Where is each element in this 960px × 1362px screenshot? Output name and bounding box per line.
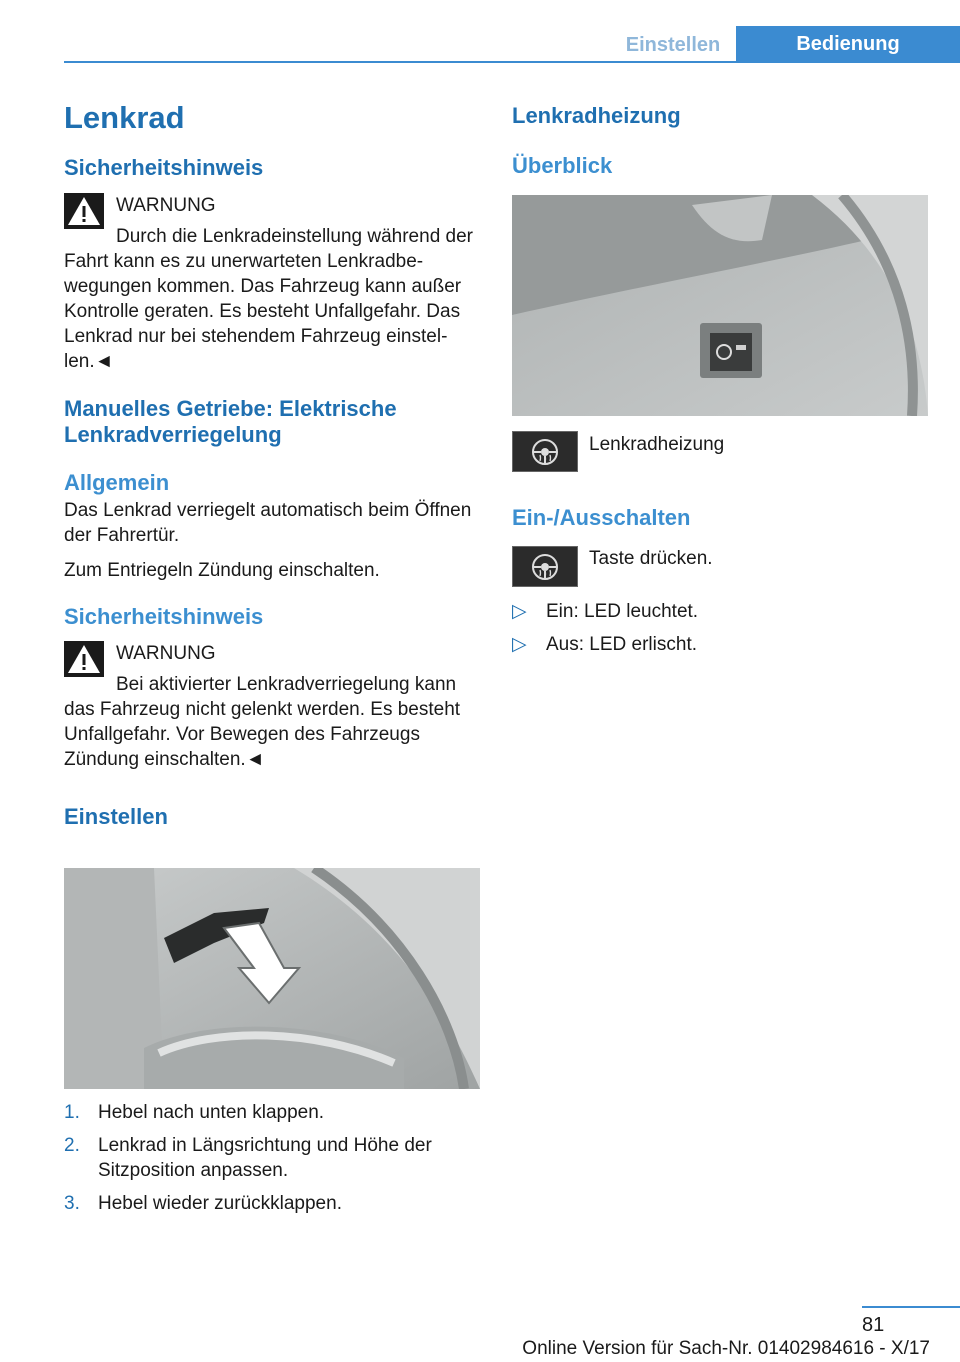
- step-number: 2.: [64, 1135, 80, 1156]
- warning-label-1: WARNUNG: [116, 195, 216, 216]
- heading-overview: Überblick: [512, 153, 613, 178]
- step-number: 1.: [64, 1102, 80, 1123]
- warning-label-2: WARNUNG: [116, 643, 216, 664]
- onoff-section: [512, 505, 930, 657]
- step-number: 3.: [64, 1193, 80, 1214]
- list-item: [64, 1191, 482, 1216]
- general-text-2: Zum Entriegeln Zündung einschalten.: [64, 560, 380, 581]
- bullet-marker: ▷: [512, 634, 527, 655]
- step-text: Hebel wieder zurückklappen.: [98, 1193, 342, 1214]
- heading-safety-2: Sicherheitshinweis: [64, 604, 264, 629]
- heading-safety-1: Sicherheitshinweis: [64, 155, 264, 180]
- warning-text-1: Durch die Lenkradeinstellung während der Fahrt kann es zu unerwarteten Lenkradbewegungen kommen. Das Fahrzeug kann außer Kontrolle geraten. Es besteht Unfallgefahr. Das Lenkrad nur bei stehendem Fahrzeug einstellen.◄: [64, 226, 474, 372]
- overview-icon-row: [512, 431, 930, 472]
- bullet-text: Ein: LED leuchtet.: [546, 601, 699, 622]
- list-item: [64, 1100, 482, 1125]
- figure-steering-lever: [64, 868, 480, 1089]
- instruction-text: Taste drücken.: [589, 548, 713, 569]
- heading-adjust: Einstellen: [64, 804, 168, 829]
- heading-onoff: Ein-/Ausschalten: [512, 505, 691, 530]
- footer-divider: [862, 1306, 960, 1308]
- general-text-1: Das Lenkrad verriegelt automatisch beim Öffnen der Fahrertür.: [64, 500, 472, 546]
- warning-triangle-icon: [64, 193, 104, 229]
- warning-block-1: [64, 193, 482, 374]
- list-item: [64, 1133, 482, 1183]
- header-tab-einstellen[interactable]: Einstellen: [625, 33, 721, 56]
- adjust-steps: [64, 1100, 482, 1216]
- warning-text-2: Bei aktivierter Lenkradverriegelung kann das Fahrzeug nicht gelenkt werden. Es besteht Unfallgefahr. Vor Bewegen des Fahrzeugs Zündung einschalten.◄: [64, 674, 461, 770]
- step-text: Lenkrad in Längsrichtung und Höhe der Sitzposition anpassen.: [98, 1135, 432, 1181]
- bullet-marker: ▷: [512, 601, 527, 622]
- steering-heat-icon: [512, 546, 578, 587]
- page-number: 81: [862, 1314, 885, 1336]
- header-tab-bedienung[interactable]: Bedienung: [736, 26, 960, 62]
- heading-general: Allgemein: [64, 470, 170, 495]
- figure-heating-button: [512, 195, 928, 416]
- section-title-lenkrad: Lenkrad: [64, 100, 185, 135]
- heading-manual-gearbox: Manuelles Getriebe: Elektrische Lenkradverriegelung: [64, 396, 397, 447]
- warning-block-2: [64, 641, 482, 772]
- header-divider: [64, 61, 960, 63]
- warning-triangle-icon: [64, 641, 104, 677]
- list-item: [512, 632, 930, 657]
- left-column: [64, 100, 482, 830]
- step-text: Hebel nach unten klappen.: [98, 1102, 325, 1123]
- bullet-text: Aus: LED erlischt.: [546, 634, 697, 655]
- right-column: [512, 103, 930, 179]
- steering-heat-icon: [512, 431, 578, 472]
- icon-caption-lenkradheizung: Lenkradheizung: [589, 434, 725, 455]
- section-title-lenkradheizung: Lenkradheizung: [512, 103, 681, 128]
- list-item: [512, 599, 930, 624]
- footer-version: Online Version für Sach-Nr. 01402984616 - X/17: [522, 1338, 930, 1359]
